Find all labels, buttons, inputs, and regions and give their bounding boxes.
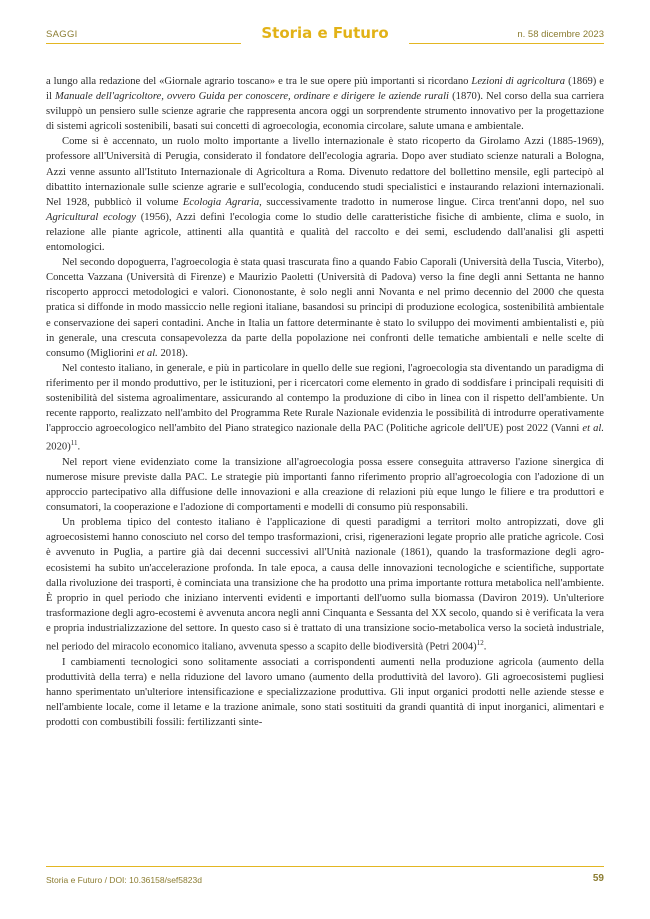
italic-text: Lezioni di agricoltura [471, 76, 566, 87]
text-run: . [483, 641, 487, 653]
journal-title: Storia e Futuro [261, 24, 389, 42]
section-label: SAGGI [46, 29, 78, 40]
text-run: Un problema tipico del contesto italiano è l'applicazione di questi paradigmi a territori molto antropizzati, dove gli agroecosistemi hanno conosciuto nel corso del tempo trasformazioni, crisi, rigenerazioni legate proprio alle pratiche agricole. Così è avvenuto in Puglia, a partire già dai decenni successivi all'Unità nazionale (1861), quando la trasformazione degli agro-ecosistemi ha subito un'accelerazione profonda. In tale epoca, a causa delle innovazioni tecnologiche e scientifiche, supportate dalla rivoluzione dei trasporti, è cominciata una transizione che ha prodotto una prima importante rottura metabolica nell'ambiente. È proprio in quel periodo che iniziano interventi evidenti e importanti dell'uomo sulla biomassa (Daviron 2019). Un'ulteriore trasformazione degli agro-ecostemi è avvenuta ancora negli anni Cinquanta e Sessanta del XX secolo, quando si è verificata la vera e propria industrializzazione del settore. In questo caso si è trattato di una transizione socio-metabolica verso la società industriale, nel periodo del miracolo economico italiano, avvenuta spesso a scapito delle biodiversità (Petri 2004) [46, 517, 604, 653]
text-run: Come si è accennato, un ruolo molto importante a livello internazionale è stato ricoperto da Girolamo Azzi (1885-1969), professore all'Università di Perugia, considerato il fondatore dell'ecologia agraria. Dopo aver studiato scienze naturali a Bologna, Azzi venne assunto all'Istituto Internazionale di Agricoltura a Roma. Divenuto redattore del bollettino mensile, egli partecipò al dibattito internazionale sulle scienze agrarie e sull'ecologia, conducendo studi specialistici e instaurando relazioni internazionali. Nel 1928, pubblicò il volume [46, 136, 604, 208]
italic-text: et al. [582, 423, 605, 435]
italic-text: Manuale dell'agricoltore, ovvero Guida per conoscere, ordinare e dirigere le aziende rurali [55, 91, 449, 103]
paragraph [46, 134, 604, 255]
text-run: 2020) [46, 441, 71, 453]
text-run: (1870). Nel corso della sua carriera sviluppò un pensiero sulle scienze agrarie che rappresenta ancora oggi un sorprendente strumento innovativo per la progettazione di sistemi agricoli sostenibili, basati sui concetti di agroecologia, economia circolare, salute umana e ambientale. [46, 91, 604, 133]
page-header [46, 26, 604, 50]
text-run: Nel report viene evidenziato come la transizione all'agroecologia possa essere conseguita attraverso l'azione sinergica di numerose misure previste dalla PAC. Le strategie più importanti fanno riferimento proprio all'agroecologia con l'adozione di un approccio partecipativo alla diffusione delle innovazioni e alla creazione di relazioni più eque lungo le filiere e tra produttori e consumatori, la cooperazione e l'adozione di comportamenti e modelli di consumo più responsabili. [46, 456, 604, 514]
paragraph [46, 455, 604, 515]
text-run: . [77, 441, 81, 453]
header-rule-right [409, 43, 604, 44]
paragraph [46, 255, 604, 361]
italic-text: Agricultural ecology [46, 211, 137, 223]
issue-label: n. 58 dicembre 2023 [517, 29, 604, 40]
article-body [46, 74, 604, 730]
page-number: 59 [592, 873, 604, 884]
paragraph [46, 655, 604, 730]
text-run: , successivamente tradotto in numerose lingue. Circa trent'anni dopo, nel suo [259, 196, 604, 208]
paragraph [46, 361, 604, 455]
italic-text: et al. [136, 347, 158, 359]
text-run: (1956), Azzi definì l'ecologia come lo studio delle caratteristiche fisiche di ambiente, clima e suolo, in relazione alle piante agricole, attinenti alla quantità e qualità del raccolto e dei semi, escludendo dall'analisi gli aspetti entomologici. [46, 211, 604, 254]
text-run: Nel contesto italiano, in generale, e più in particolare in quello delle sue regioni, l'agroecologia sta diventando un paradigma di riferimento per il mondo produttivo, per le istituzioni, per i ricercatori come elemento in grado di soddisfare i principali requisiti di sostenibilità del sistema agroalimentare, assicurando al contempo la produzione di cibo in linea con il rispetto dell'ambiente. Un recente rapporto, realizzato nell'ambito del Programma Rete Rurale Nazionale evidenzia le possibilità di introdurre operativamente l'approccio agroecologico nell'ambito del Piano strategico nazionale della PAC (Politiche agricole dell'UE) post 2022 (Vanni [46, 362, 604, 435]
header-rule-left [46, 43, 241, 44]
footer-rule [46, 866, 604, 867]
text-run: 2018). [157, 347, 188, 359]
footnote-ref: 11 [70, 439, 78, 448]
paragraph [46, 74, 604, 134]
italic-text: Ecologia Agraria [182, 196, 260, 208]
text-run: (1869) e il [46, 76, 604, 103]
text-run: I cambiamenti tecnologici sono solitamente associati a corrispondenti aumenti nella produzione agricola (aumento della produttività della terra) e nella riduzione del lavoro umano (aumento della produttività del lavoro). Gli agroecosistemi pugliesi hanno sperimentato un'ulteriore intensificazione e specializzazione produttiva. Gli input organici prodotti nelle aziende stesse e nell'ambiente locale, come il letame e la trazione animale, sono stati sostituiti da grandi quantità di input inorganici, alimentari e prodotti con combustibili fossili: fertilizzanti sinte- [46, 656, 604, 728]
footnote-ref: 12 [476, 639, 484, 647]
text-run: Nel secondo dopoguerra, l'agroecologia è stata quasi trascurata fino a quando Fabio Caporali (Università della Tuscia, Viterbo), Concetta Vazzana (Università di Firenze) e Maurizio Paoletti (Università di Padova) verso la fine degli anni Settanta ne hanno riscoperto approcci metodologici e valori. Ciononostante, è solo negli anni Novanta e nel primo decennio del 2000 che questa pratica si diffonde in modo massiccio nelle regioni italiane, basandosi su principi di produzione ecologica, sostenibilità ambientale e conservazione dei saperi contadini. Anche in Italia un fattore determinante è stato lo sviluppo dei movimenti ambientalisti e, più in generale, una crescuta consapevolezza da parte della popolazione nei confronti delle tematiche ambientali e nelle scelte di consumo (Migliorini [46, 257, 604, 359]
footer-citation: Storia e Futuro / DOI: 10.36158/sef5823d [46, 875, 202, 885]
paragraph [46, 515, 604, 654]
text-run: a lungo alla redazione del «Giornale agrario toscano» e tra le sue opere più importanti si ricordano [46, 76, 472, 87]
